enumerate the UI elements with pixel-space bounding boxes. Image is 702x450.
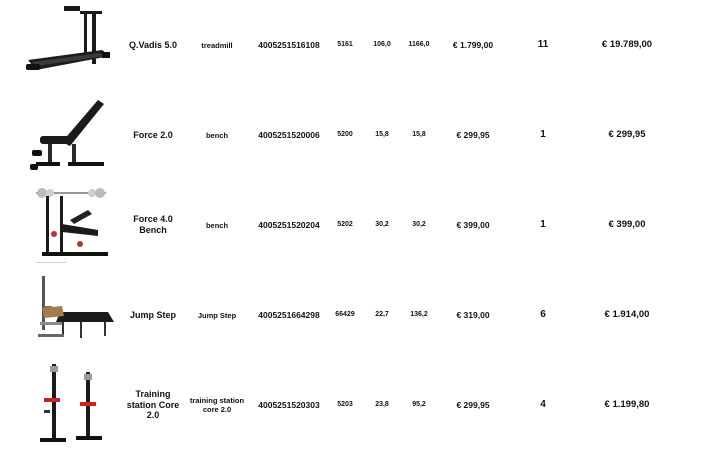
- table-row: [0, 180, 702, 270]
- quantity: 4: [540, 399, 546, 410]
- product-name: Force 2.0: [133, 129, 173, 140]
- product-ean: 4005251520204: [258, 219, 320, 230]
- product-code: 5202: [337, 220, 353, 228]
- product-name: Training station Core 2.0: [126, 388, 180, 421]
- product-category: training station core 2.0: [189, 396, 245, 414]
- trampoline-icon: [22, 272, 118, 358]
- product-category: treadmill: [201, 40, 233, 50]
- product-ean: 4005251520303: [258, 399, 320, 410]
- unit-weight: 15,8: [375, 130, 389, 138]
- unit-weight: 22,7: [375, 310, 389, 318]
- product-ean: 4005251664298: [258, 309, 320, 320]
- unit-price: € 299,95: [456, 129, 490, 140]
- product-name: Q.Vadis 5.0: [128, 39, 178, 50]
- product-category: Jump Step: [197, 310, 237, 320]
- line-total: € 399,00: [608, 219, 646, 231]
- unit-weight: 30,2: [375, 220, 389, 228]
- table-row: [0, 0, 702, 90]
- product-name: Jump Step: [129, 309, 176, 320]
- table-row: [0, 90, 702, 180]
- total-weight: 15,8: [412, 130, 426, 138]
- total-weight: 95,2: [412, 400, 426, 408]
- squat-rack-icon: [22, 362, 118, 448]
- product-ean: 4005251516108: [258, 39, 320, 50]
- quantity: 11: [537, 39, 549, 50]
- barbell-bench-icon: [22, 182, 118, 268]
- treadmill-icon: [22, 2, 118, 88]
- total-weight: 136,2: [410, 310, 428, 318]
- product-code: 5161: [337, 40, 353, 48]
- product-image: [22, 0, 118, 90]
- unit-weight: 23,8: [375, 400, 389, 408]
- product-code: 5200: [337, 130, 353, 138]
- unit-price: € 399,00: [456, 219, 490, 230]
- weight-bench-icon: [22, 92, 118, 178]
- line-total: € 19.789,00: [601, 39, 653, 51]
- quantity: 1: [540, 219, 546, 230]
- line-total: € 1.914,00: [604, 309, 650, 321]
- quantity: 1: [540, 129, 546, 140]
- product-ean: 4005251520006: [258, 129, 320, 140]
- table-row: [0, 360, 702, 450]
- product-image: [22, 270, 118, 360]
- product-image: [22, 90, 118, 180]
- table-row: [0, 270, 702, 360]
- product-code: 5203: [337, 400, 353, 408]
- product-category: bench: [205, 130, 229, 140]
- unit-price: € 319,00: [456, 309, 490, 320]
- product-category: bench: [205, 220, 229, 230]
- unit-price: € 1.799,00: [452, 39, 494, 50]
- line-total: € 299,95: [608, 129, 646, 141]
- unit-price: € 299,95: [456, 399, 490, 410]
- unit-weight: 106,0: [373, 40, 391, 48]
- total-weight: 30,2: [412, 220, 426, 228]
- line-total: € 1.199,80: [604, 399, 650, 411]
- product-name: Force 4.0 Bench: [133, 214, 173, 235]
- product-code: 66429: [335, 310, 355, 318]
- total-weight: 1166,0: [408, 40, 430, 48]
- quantity: 6: [540, 309, 546, 320]
- product-image: [22, 360, 118, 450]
- product-image: [22, 180, 118, 270]
